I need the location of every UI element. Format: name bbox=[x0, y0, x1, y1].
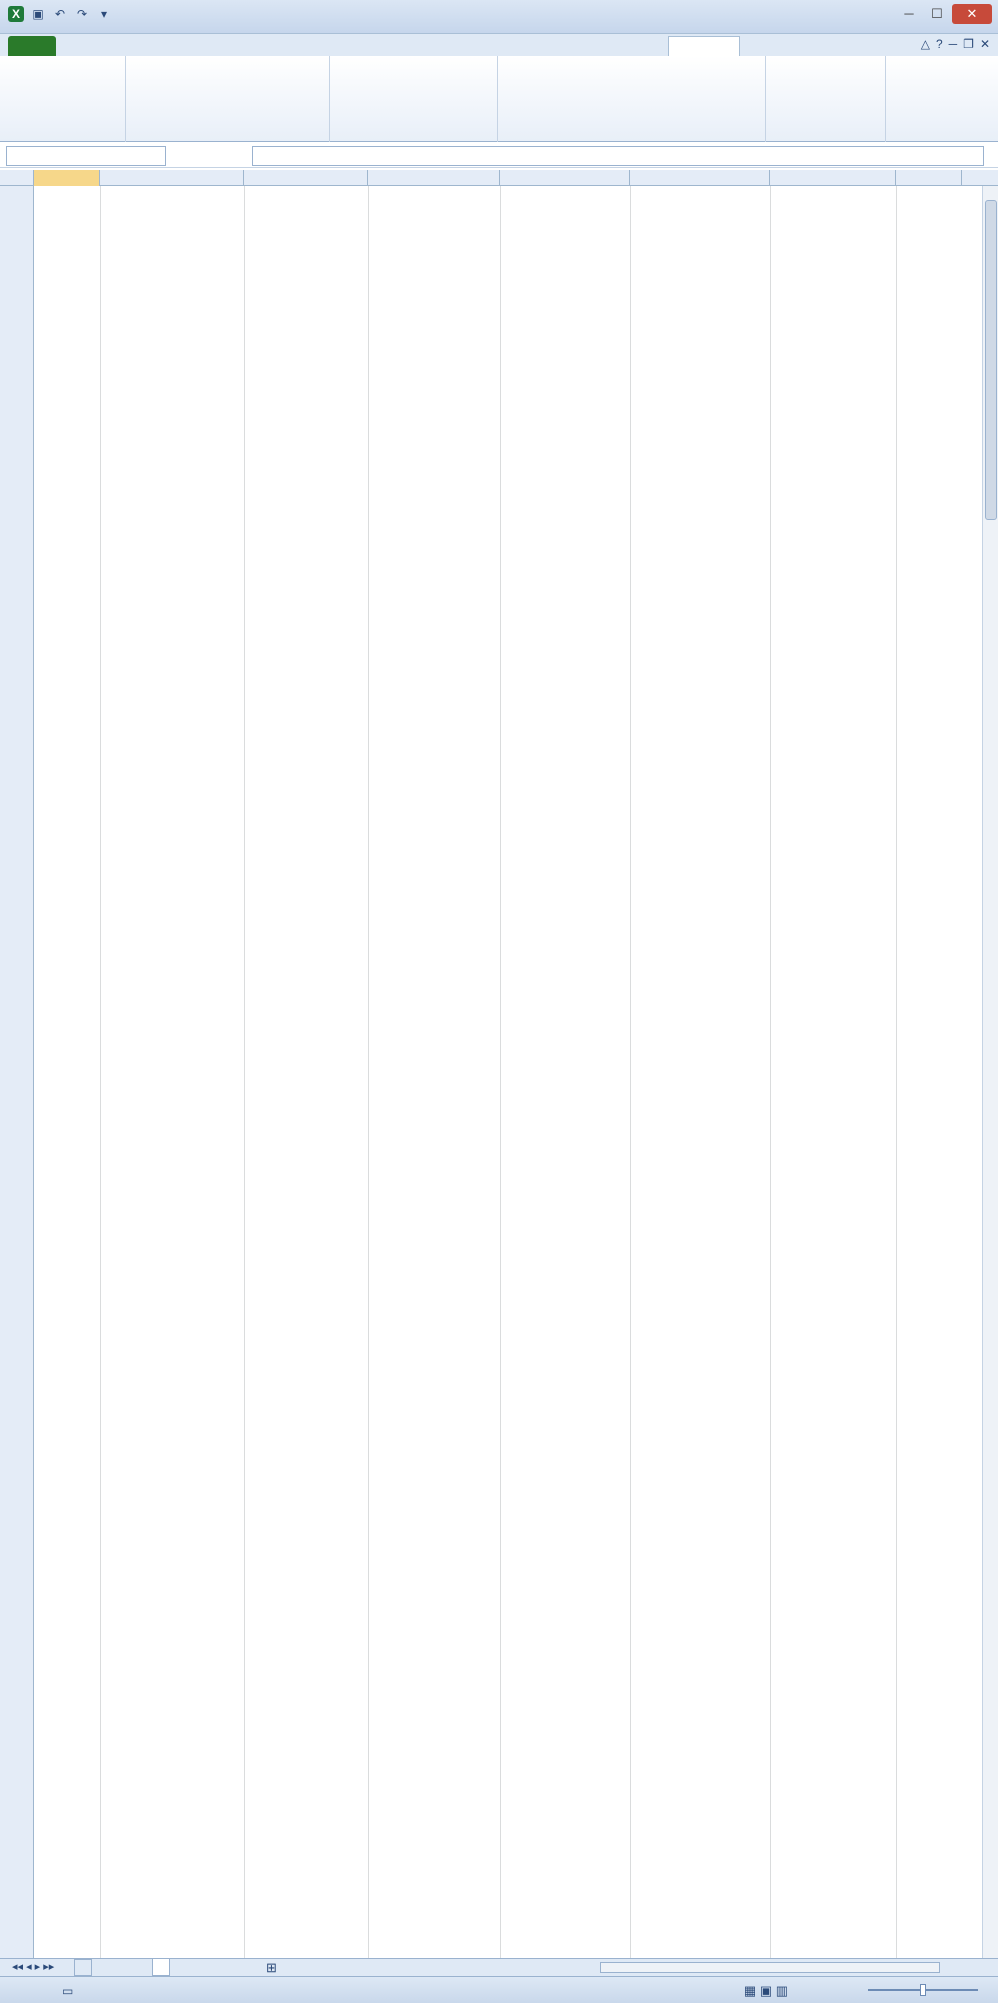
col-header-h[interactable] bbox=[896, 170, 962, 186]
col-header-b[interactable] bbox=[100, 170, 244, 186]
name-box[interactable] bbox=[6, 146, 166, 166]
minimize-icon[interactable]: ─ bbox=[904, 6, 914, 21]
tab-add-ins[interactable] bbox=[604, 36, 656, 56]
tab-formulas[interactable] bbox=[280, 36, 338, 56]
tab-file[interactable] bbox=[8, 36, 56, 56]
col-header-a[interactable] bbox=[34, 170, 100, 186]
vertical-scrollbar[interactable] bbox=[982, 186, 998, 1958]
maximize-icon[interactable]: ☐ bbox=[931, 6, 943, 21]
macro-record-icon[interactable]: ▭ bbox=[62, 1984, 74, 1998]
undo-icon[interactable]: ↶ bbox=[54, 7, 66, 21]
wb-minimize-icon[interactable]: ─ bbox=[948, 37, 958, 51]
worksheet-grid[interactable] bbox=[34, 186, 998, 1958]
formula-bar bbox=[0, 144, 998, 168]
quick-access-toolbar bbox=[8, 6, 112, 22]
tab-qetools07[interactable] bbox=[668, 36, 740, 56]
select-all-corner[interactable] bbox=[0, 170, 34, 186]
tab-page-layout[interactable] bbox=[190, 36, 266, 56]
redo-icon[interactable]: ↷ bbox=[76, 7, 88, 21]
customize-qat-icon[interactable]: ▾ bbox=[100, 7, 108, 21]
tab-home[interactable] bbox=[76, 36, 118, 56]
title-bar bbox=[0, 0, 998, 34]
col-header-g[interactable] bbox=[770, 170, 896, 186]
group-statistical-analysis bbox=[502, 56, 766, 142]
group-data-manipulation bbox=[0, 56, 126, 142]
sheet-tab-datasheet[interactable] bbox=[74, 1959, 92, 1976]
minimize-ribbon-icon[interactable]: △ bbox=[920, 37, 930, 51]
row-headers bbox=[0, 186, 34, 1958]
col-header-f[interactable] bbox=[630, 170, 770, 186]
ribbon bbox=[0, 56, 998, 142]
ribbon-tabs bbox=[0, 34, 998, 56]
close-icon[interactable]: ✕ bbox=[952, 4, 992, 24]
status-bar bbox=[0, 1976, 998, 2003]
tab-quickbooks[interactable] bbox=[752, 36, 828, 56]
group-methods-templates bbox=[130, 56, 330, 142]
horizontal-scrollbar[interactable] bbox=[600, 1962, 940, 1973]
sheet-tab-tool-roadmap[interactable] bbox=[152, 1959, 170, 1976]
scroll-thumb[interactable] bbox=[985, 200, 997, 520]
wb-restore-icon[interactable]: ❐ bbox=[963, 37, 974, 51]
formula-input[interactable] bbox=[252, 146, 984, 166]
group-help bbox=[886, 56, 998, 142]
group-tolerance-analysis bbox=[766, 56, 886, 142]
excel-logo-icon: X bbox=[8, 6, 24, 22]
tab-view[interactable] bbox=[470, 36, 506, 56]
tab-review[interactable] bbox=[404, 36, 456, 56]
wb-close-icon[interactable]: ✕ bbox=[979, 37, 990, 51]
sheet-nav-arrows-icon[interactable]: ◂◂ ◂ ▸ ▸▸ bbox=[12, 1961, 55, 1973]
tab-developer[interactable] bbox=[520, 36, 590, 56]
zoom-slider-knob[interactable] bbox=[920, 1984, 926, 1996]
col-header-e[interactable] bbox=[500, 170, 630, 186]
col-header-d[interactable] bbox=[368, 170, 500, 186]
sheet-tab-bar bbox=[0, 1958, 998, 1976]
tab-insert[interactable] bbox=[132, 36, 174, 56]
column-headers bbox=[0, 170, 998, 186]
group-data-exploration bbox=[334, 56, 498, 142]
col-header-c[interactable] bbox=[244, 170, 368, 186]
insert-sheet-icon[interactable]: ⊞ bbox=[266, 1960, 277, 1975]
save-icon[interactable]: ▣ bbox=[32, 7, 44, 21]
tab-data[interactable] bbox=[354, 36, 390, 56]
view-buttons-icon[interactable]: ▦ ▣ ▥ bbox=[743, 1983, 788, 1998]
help-icon[interactable]: ? bbox=[935, 37, 943, 51]
